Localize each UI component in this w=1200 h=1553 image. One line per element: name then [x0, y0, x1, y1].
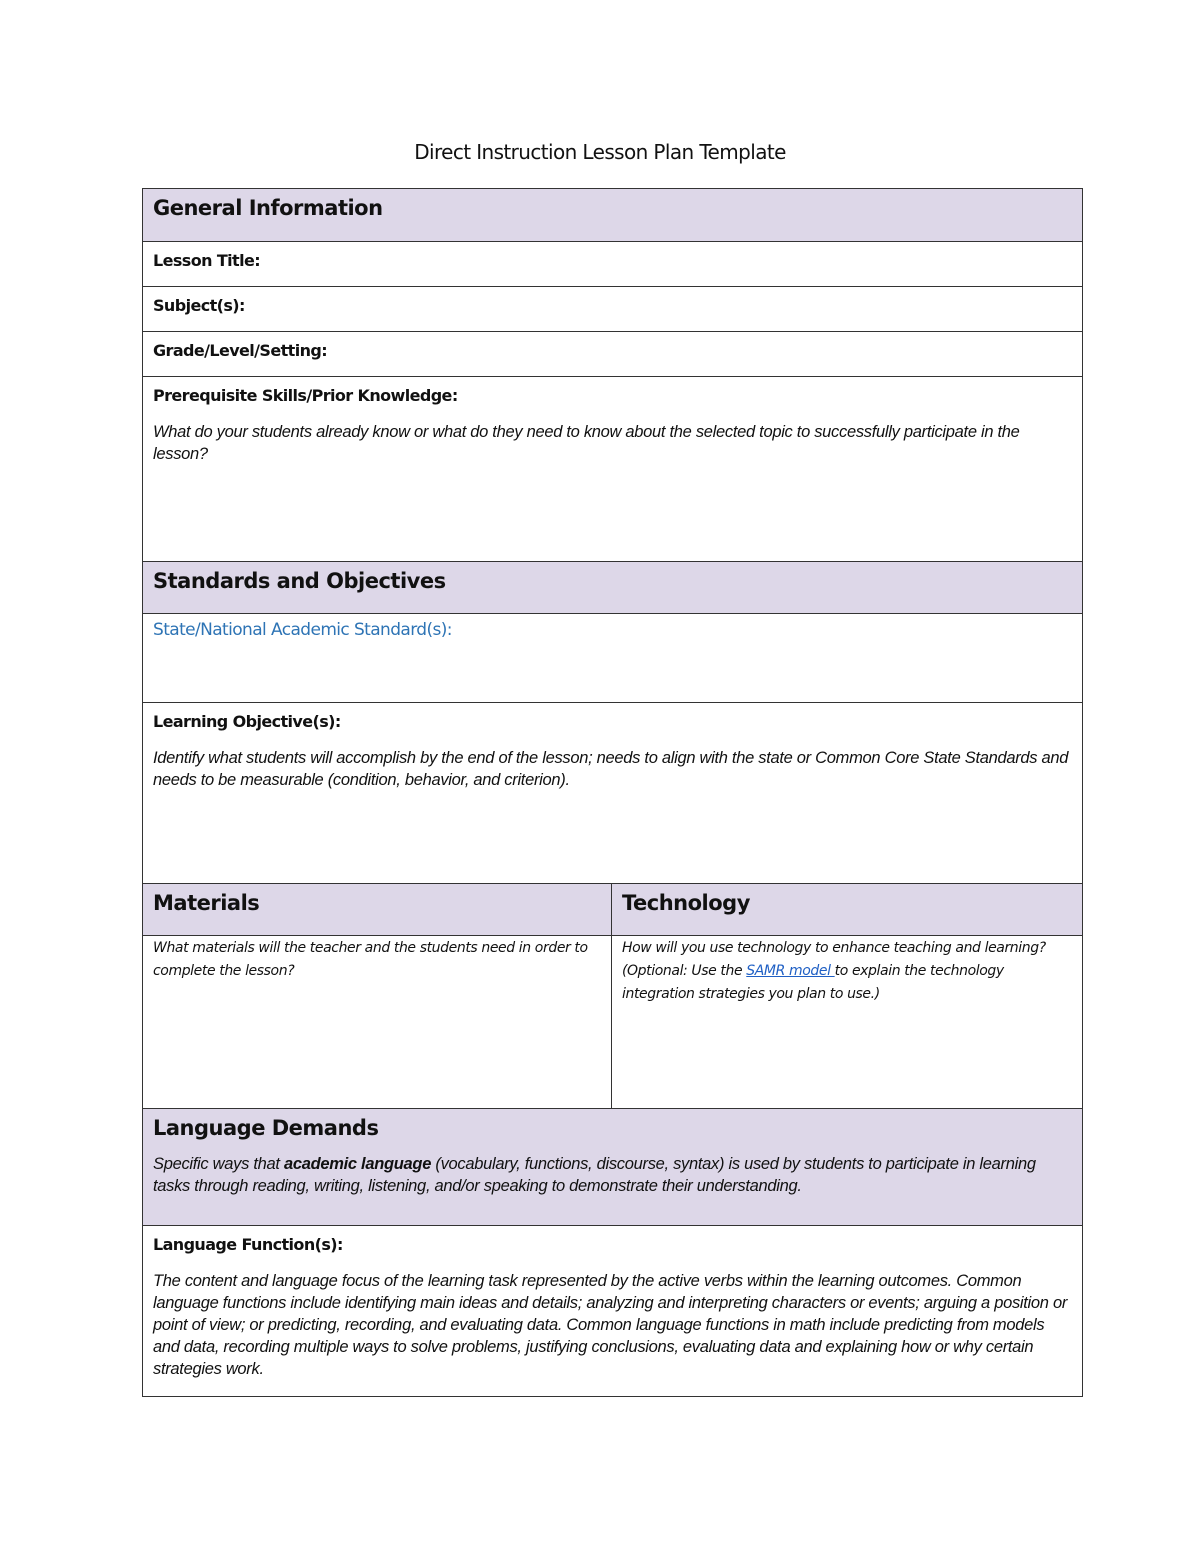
academic-language-term: academic language [283, 1155, 432, 1173]
materials-prompt: What materials will the teacher and the students need in order to complete the lesson? [153, 940, 588, 979]
samr-model-link[interactable]: SAMR model [746, 963, 835, 979]
subjects-label: Subject(s): [153, 296, 245, 315]
academic-standard-label: State/National Academic Standard(s): [153, 620, 452, 640]
lesson-title-field[interactable] [143, 242, 1083, 287]
standards-objectives-header [143, 562, 1083, 614]
materials-field[interactable] [143, 936, 612, 1109]
lesson-plan-table [142, 188, 1083, 1397]
materials-heading: Materials [153, 891, 260, 915]
language-demands-header [143, 1109, 1083, 1226]
academic-standard-field[interactable] [143, 614, 1083, 703]
language-demands-heading: Language Demands [153, 1116, 379, 1140]
materials-header [143, 884, 612, 936]
prerequisite-skills-prompt: What do your students already know or what do they need to know about the selected topic to successfully participate in the lesson? [153, 423, 1020, 463]
learning-objectives-prompt: Identify what students will accomplish by the end of the lesson; needs to align with the state or Common Core State Standards and needs to be measurable (condition, behavior, and criterion). [153, 749, 1069, 789]
language-demands-prompt [153, 1153, 1072, 1197]
learning-objectives-field[interactable] [143, 703, 1083, 884]
subjects-field[interactable] [143, 287, 1083, 332]
learning-objectives-label: Learning Objective(s): [153, 712, 341, 731]
technology-header [612, 884, 1083, 936]
lesson-title-label: Lesson Title: [153, 251, 261, 270]
technology-heading: Technology [622, 891, 750, 915]
grade-level-setting-label: Grade/Level/Setting: [153, 341, 328, 360]
general-information-heading: General Information [153, 196, 383, 220]
page-title: Direct Instruction Lesson Plan Template [414, 140, 786, 164]
grade-level-setting-field[interactable] [143, 332, 1083, 377]
language-functions-field[interactable] [143, 1226, 1083, 1397]
general-information-header [143, 189, 1083, 242]
language-demands-prompt-text: Specific ways that [153, 1155, 284, 1173]
technology-prompt [622, 937, 1072, 1006]
language-functions-label: Language Function(s): [153, 1235, 343, 1254]
prerequisite-skills-field[interactable] [143, 377, 1083, 562]
standards-objectives-heading: Standards and Objectives [153, 569, 446, 593]
technology-prompt-text: How will you use technology to enhance teaching and learning? (Optional: Use the [622, 940, 1046, 979]
prerequisite-skills-label: Prerequisite Skills/Prior Knowledge: [153, 386, 458, 405]
technology-field[interactable] [612, 936, 1083, 1109]
language-demands-prompt-text-end: (vocabulary, functions, discourse, syntax) is used by students to participate in learning tasks through reading, writing, listening, and/or speaking to demonstrate their understanding. [153, 1155, 1036, 1195]
technology-prompt-text-end: to explain the technology integration strategies you plan to use.) [622, 963, 1004, 1002]
language-functions-prompt: The content and language focus of the learning task represented by the active verbs within the learning outcomes. Common language functions include identifying main ideas and details; analyzing and interpreting characters or events; arguing a position or point of view; or predicting, recording, and evaluating data. Common language functions in math include predicting from models and data, recording multiple ways to solve problems, justifying conclusions, evaluating data and explaining how or why certain strategies work. [153, 1272, 1068, 1378]
